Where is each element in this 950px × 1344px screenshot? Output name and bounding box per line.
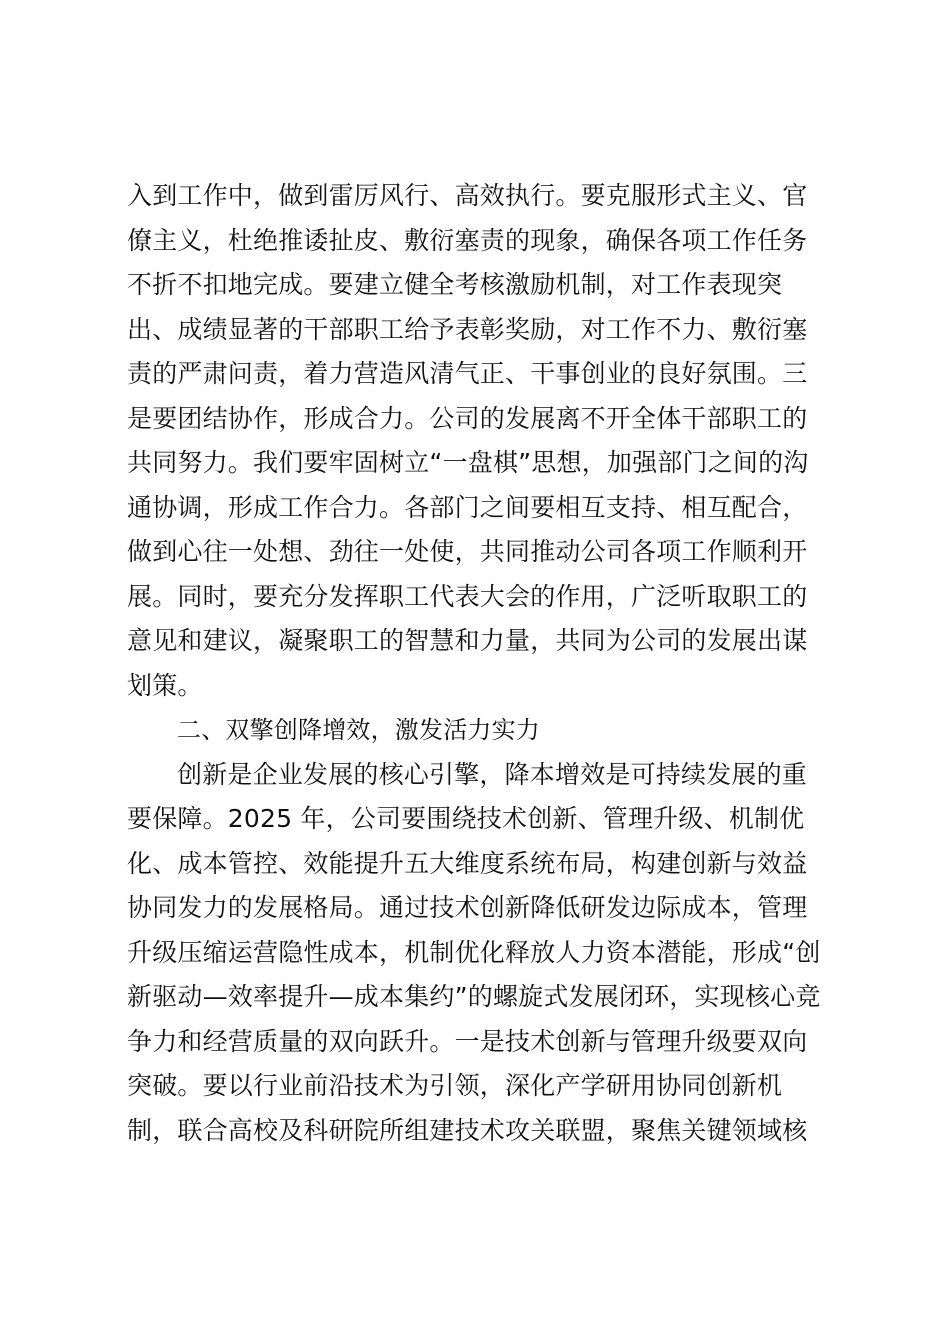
paragraph-line: 新驱动—效率提升—成本集约”的螺旋式发展闭环，实现核心竞 — [127, 982, 821, 1011]
paragraph-line: 划策。 — [127, 670, 203, 700]
paragraph-line: 是要团结协作，形成合力。公司的发展离不开全体干部职工的 — [127, 403, 808, 433]
paragraph-line: 不折不扣地完成。要建立健全考核激励机制，对工作表现突 — [127, 270, 783, 299]
paragraph-line: 意见和建议，凝聚职工的智慧和力量，共同为公司的发展出谋 — [127, 626, 808, 655]
paragraph-line: 要保障。2025 年，公司要围绕技术创新、管理升级、机制优 — [127, 804, 805, 833]
paragraph-line: 创新是企业发展的核心引擎，降本增效是可持续发展的重 — [177, 759, 808, 789]
paragraph-line: 协同发力的发展格局。通过技术创新降低研发边际成本，管理 — [127, 893, 808, 922]
paragraph-line: 责的严肃问责，着力营造风清气正、干事创业的良好氛围。三 — [127, 359, 808, 388]
paragraph-line: 化、成本管控、效能提升五大维度系统布局，构建创新与效益 — [127, 848, 808, 878]
paragraph-line: 制，联合高校及科研院所组建技术攻关联盟，聚焦关键领域核 — [127, 1115, 808, 1145]
paragraph-line: 通协调，形成工作合力。各部门之间要相互支持、相互配合， — [127, 492, 808, 522]
paragraph-line: 出、成绩显著的干部职工给予表彰奖励，对工作不力、敷衍塞 — [127, 314, 808, 344]
paragraph-line: 展。同时，要充分发挥职工代表大会的作用，广泛听取职工的 — [127, 581, 808, 611]
paragraph-line: 共同努力。我们要牢固树立“一盘棋”思想，加强部门之间的沟 — [127, 448, 809, 477]
paragraph-line: 僚主义，杜绝推诿扯皮、敷衍塞责的现象，确保各项工作任务 — [127, 225, 808, 255]
paragraph-line: 争力和经营质量的双向跃升。一是技术创新与管理升级要双向 — [127, 1026, 808, 1056]
paragraph-line: 做到心往一处想、劲往一处使，共同推动公司各项工作顺利开 — [127, 537, 808, 566]
section-heading: 二、双擎创降增效，激发活力实力 — [177, 716, 540, 744]
paragraph-line: 升级压缩运营隐性成本，机制优化释放人力资本潜能，形成“创 — [127, 937, 821, 967]
paragraph-line: 突破。要以行业前沿技术为引领，深化产学研用协同创新机 — [127, 1071, 783, 1100]
body-text — [127, 174, 827, 1153]
paragraph-line: 入到工作中，做到雷厉风行、高效执行。要克服形式主义、官 — [127, 181, 808, 210]
